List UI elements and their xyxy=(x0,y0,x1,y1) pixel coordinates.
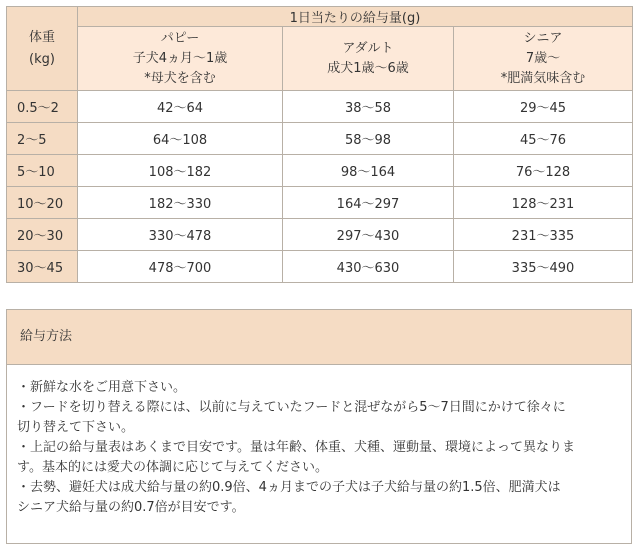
weight-column-header xyxy=(7,7,78,91)
note-line: 切り替えて下さい。 xyxy=(17,420,135,435)
note-item xyxy=(17,478,621,518)
puppy-value-cell: 42〜64 xyxy=(78,91,283,123)
adult-title: アダルト xyxy=(342,40,394,56)
feeding-method-box xyxy=(6,309,632,544)
senior-value-cell: 45〜76 xyxy=(454,123,633,155)
weight-cell: 5〜10 xyxy=(7,155,78,187)
table-row xyxy=(7,219,633,251)
weight-header-label: 体重 xyxy=(28,29,55,45)
senior-age: 7歳〜 xyxy=(525,50,561,66)
note-line: ・去勢、避妊犬は成犬給与量の約0.9倍、4ヵ月までの子犬は子犬給与量の約1.5倍、肥満犬は xyxy=(17,480,561,495)
note-line: ・フードを切り替える際には、以前に与えていたフードと混ぜながら5〜7日間にかけて徐々に xyxy=(17,400,566,415)
puppy-value-cell: 108〜182 xyxy=(78,155,283,187)
senior-note: *肥満気味含む xyxy=(500,70,586,86)
senior-value-cell: 29〜45 xyxy=(454,91,633,123)
table-row xyxy=(7,123,633,155)
weight-cell: 0.5〜2 xyxy=(7,91,78,123)
puppy-age: 子犬4ヵ月〜1歳 xyxy=(132,50,228,66)
weight-header-unit: (kg) xyxy=(29,51,55,67)
puppy-value-cell: 64〜108 xyxy=(78,123,283,155)
weight-cell: 30〜45 xyxy=(7,251,78,283)
note-item xyxy=(17,398,621,438)
table-row xyxy=(7,91,633,123)
feeding-method-notes xyxy=(7,365,631,518)
table-row xyxy=(7,187,633,219)
feeding-amount-table xyxy=(6,6,633,283)
senior-value-cell: 128〜231 xyxy=(454,187,633,219)
column-header-senior xyxy=(454,27,633,91)
note-line: ・新鮮な水をご用意下さい。 xyxy=(17,380,187,395)
adult-value-cell: 430〜630 xyxy=(283,251,454,283)
adult-value-cell: 58〜98 xyxy=(283,123,454,155)
table-row xyxy=(7,251,633,283)
adult-value-cell: 164〜297 xyxy=(283,187,454,219)
adult-value-cell: 38〜58 xyxy=(283,91,454,123)
puppy-value-cell: 182〜330 xyxy=(78,187,283,219)
puppy-value-cell: 330〜478 xyxy=(78,219,283,251)
adult-value-cell: 98〜164 xyxy=(283,155,454,187)
note-line: す。基本的には愛犬の体調に応じて与えてください。 xyxy=(17,460,328,475)
weight-cell: 2〜5 xyxy=(7,123,78,155)
feeding-table-container xyxy=(6,6,632,283)
senior-title: シニア xyxy=(523,30,563,46)
puppy-title: パピー xyxy=(160,30,200,46)
weight-cell: 10〜20 xyxy=(7,187,78,219)
senior-value-cell: 335〜490 xyxy=(454,251,633,283)
column-header-adult xyxy=(283,27,454,91)
feeding-method-title: 給与方法 xyxy=(7,310,631,365)
note-item xyxy=(17,378,621,398)
note-line: ・上記の給与量表はあくまで目安です。量は年齢、体重、犬種、運動量、環境によって異なりま xyxy=(17,440,575,455)
senior-value-cell: 76〜128 xyxy=(454,155,633,187)
senior-value-cell: 231〜335 xyxy=(454,219,633,251)
column-header-puppy xyxy=(78,27,283,91)
adult-age: 成犬1歳〜6歳 xyxy=(327,60,409,76)
daily-amount-header: 1日当たりの給与量(g) xyxy=(78,7,633,27)
table-row xyxy=(7,155,633,187)
note-item xyxy=(17,438,621,478)
puppy-value-cell: 478〜700 xyxy=(78,251,283,283)
weight-cell: 20〜30 xyxy=(7,219,78,251)
note-line: シニア犬給与量の約0.7倍が目安です。 xyxy=(17,500,245,515)
puppy-note: *母犬を含む xyxy=(144,70,216,86)
adult-value-cell: 297〜430 xyxy=(283,219,454,251)
